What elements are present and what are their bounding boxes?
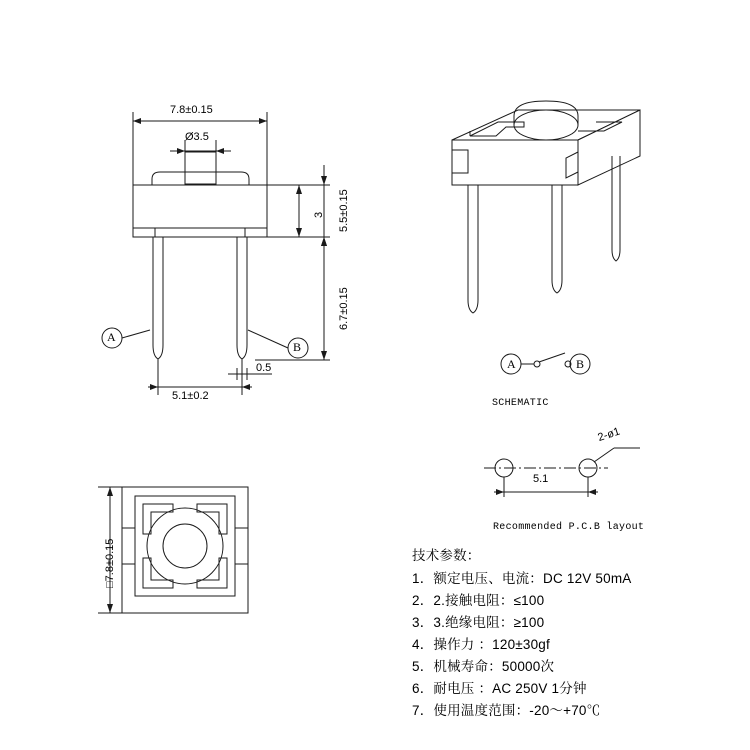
spec-item-5: 5．机械寿命：50000次: [412, 659, 555, 674]
dim-width-top: 7.8±0.15: [170, 104, 213, 116]
spec-item-4: 4．操作力 ：120±30gf: [412, 637, 550, 652]
pcb-hole-note: 2-ø1: [596, 425, 622, 444]
pcb-layout-group: [484, 448, 640, 497]
perspective-view-group: [452, 101, 640, 313]
dim-pin-length: 6.7±0.15: [338, 287, 350, 330]
schematic-terminal-b: B: [576, 357, 585, 371]
dim-pin-thickness: 0.5: [256, 362, 272, 374]
specifications-block: [412, 545, 632, 722]
schematic-caption: SCHEMATIC: [492, 398, 549, 409]
schematic-terminal-a: A: [507, 357, 516, 371]
terminal-label-a: A: [107, 330, 116, 344]
dim-topview-width: [104, 539, 116, 588]
dim-body-height: 5.5±0.15: [338, 189, 350, 232]
spec-item-1: 1．额定电压、电流：DC 12V 50mA: [412, 571, 632, 586]
dim-square-prefix: □: [104, 581, 116, 588]
dim-plunger-diameter: Ø3.5: [185, 131, 209, 143]
spec-item-2: 2．2.接触电阻：≤100: [412, 593, 545, 608]
top-view-group: [98, 487, 248, 613]
spec-item-6: 6．耐电压 ：AC 250V 1分钟: [412, 681, 587, 696]
dim-body-inner: 3: [313, 211, 325, 218]
dim-pin-pitch: 5.1±0.2: [172, 390, 209, 402]
spec-item-7: 7．使用温度范围：-20～+70℃: [412, 703, 601, 718]
dim-pcb-pitch: 5.1: [533, 473, 549, 485]
spec-item-3: 3．3.绝缘电阻：≥100: [412, 615, 545, 630]
terminal-label-b: B: [293, 340, 302, 354]
pcb-layout-caption: Recommended P.C.B layout: [493, 522, 645, 533]
dim-topview-value: 7.8±0.15: [104, 538, 116, 582]
spec-title: 技术参数：: [412, 548, 481, 563]
